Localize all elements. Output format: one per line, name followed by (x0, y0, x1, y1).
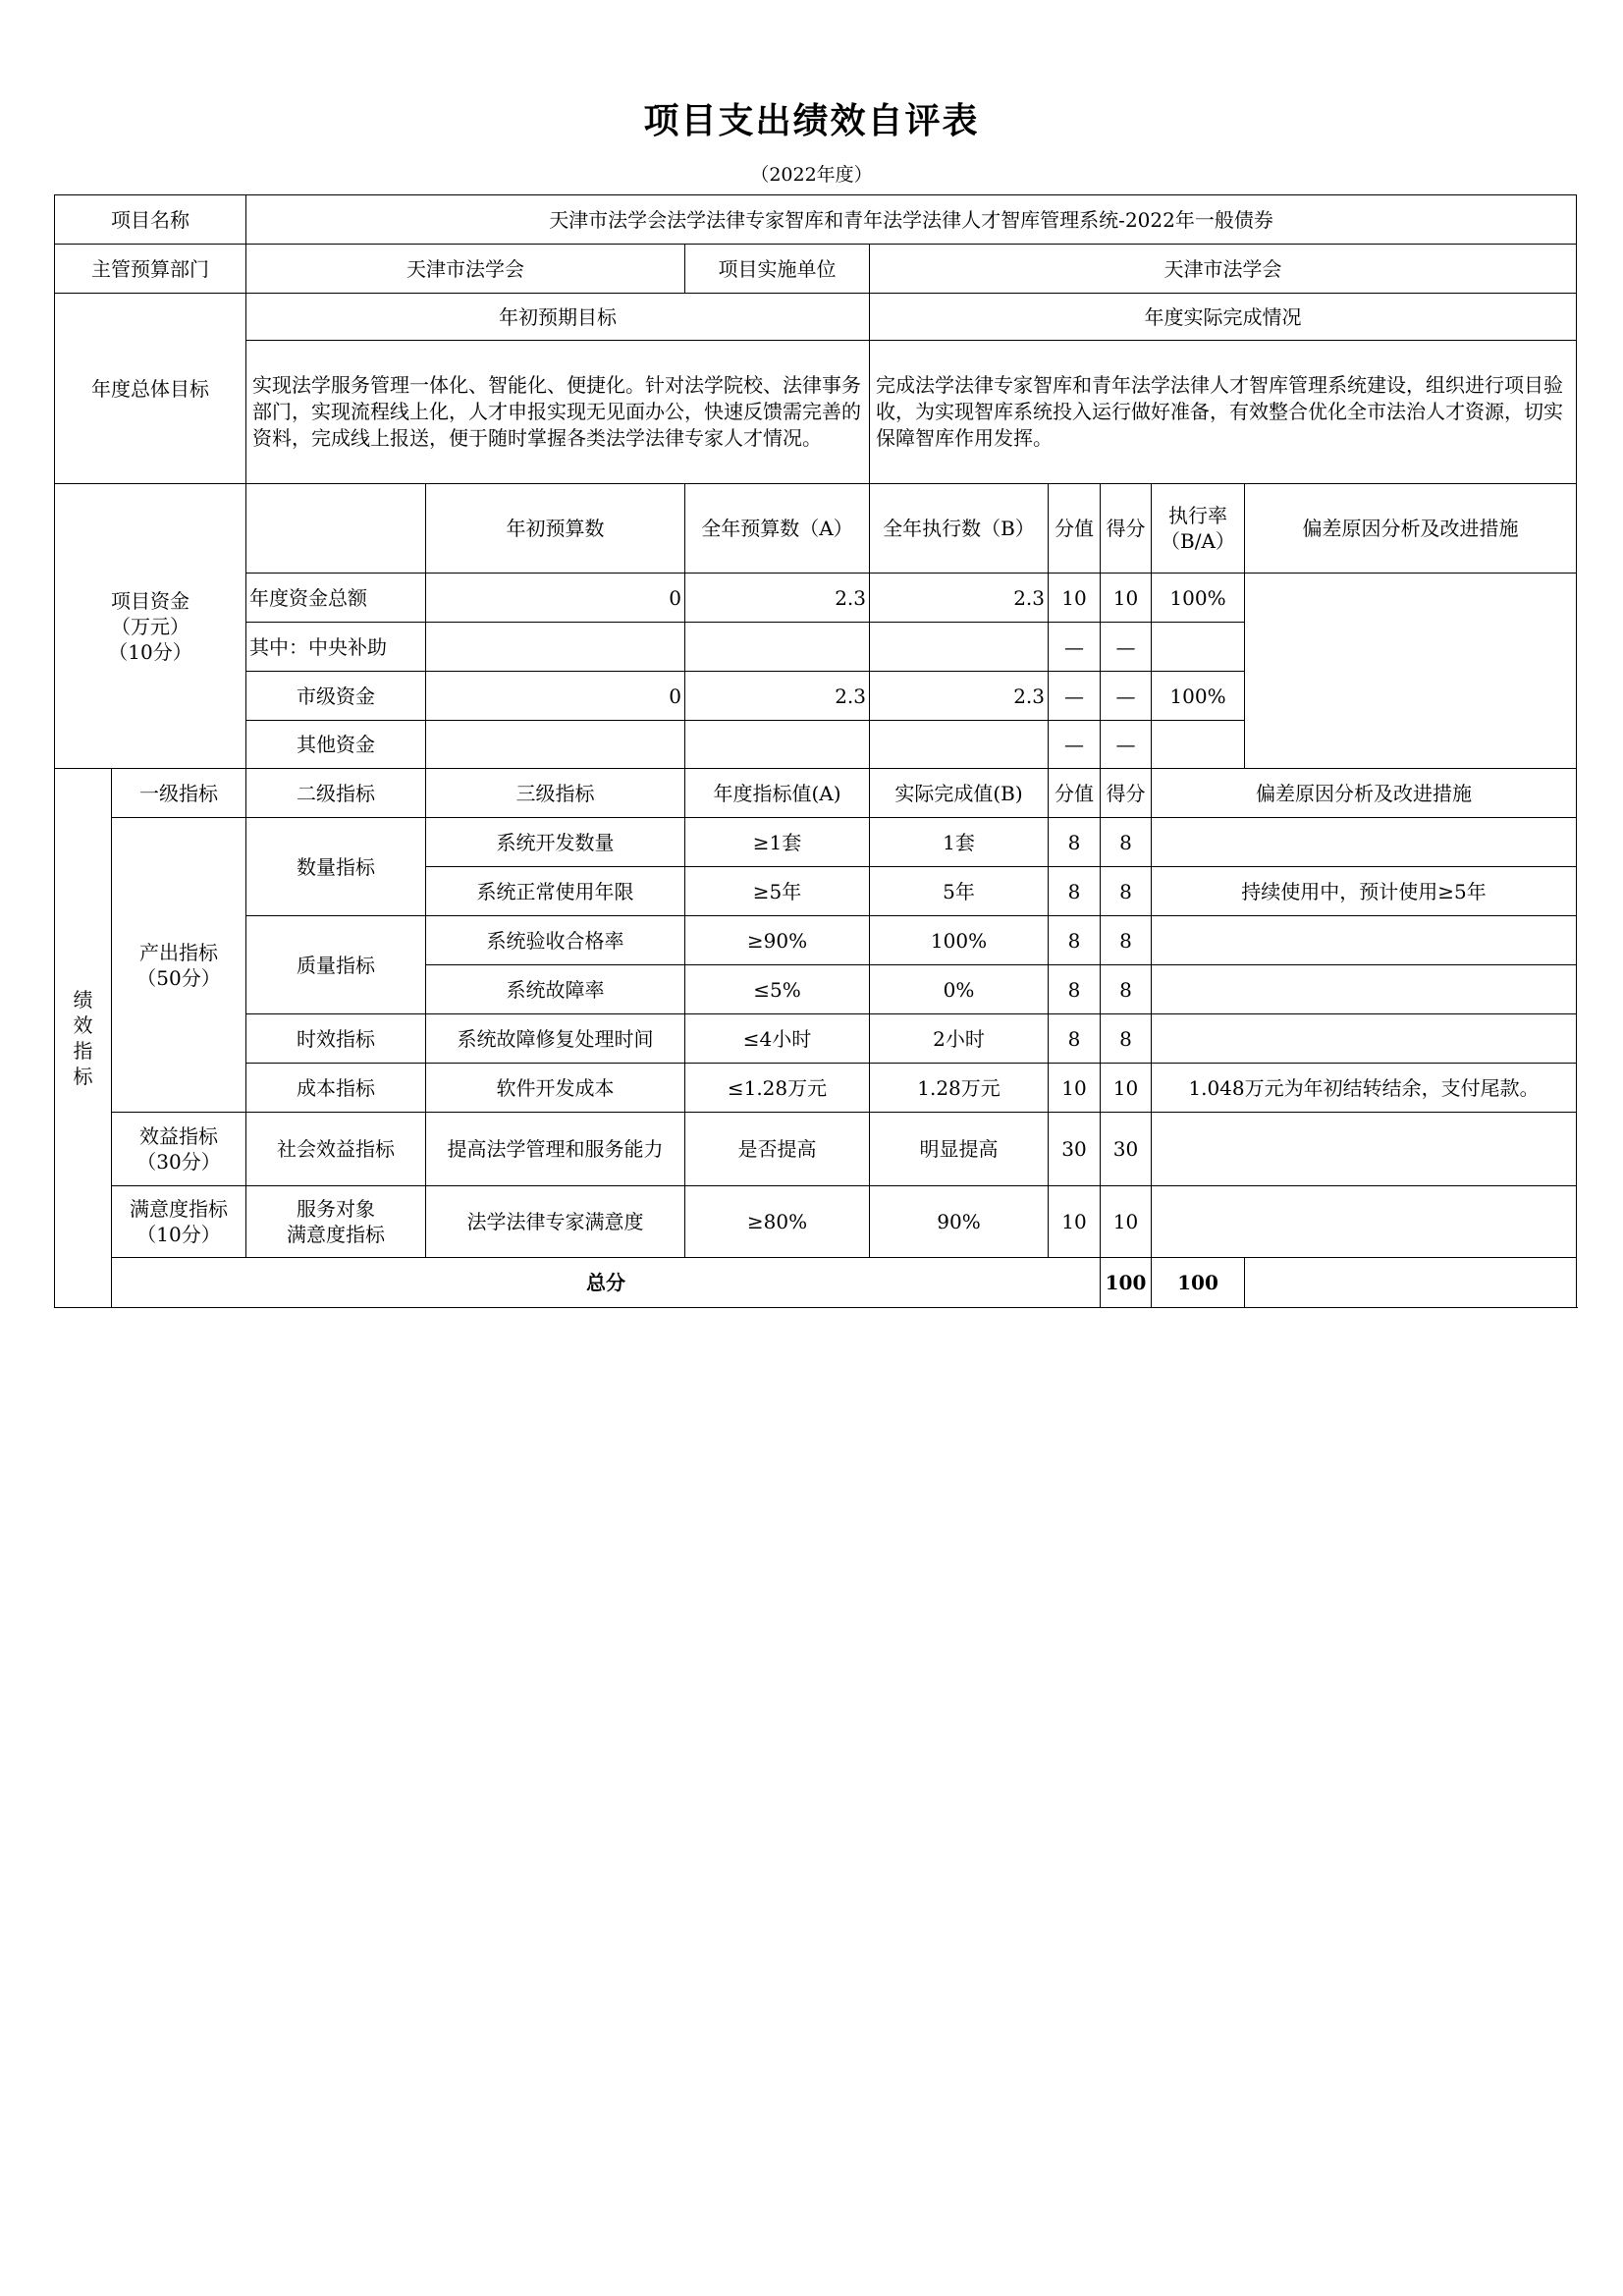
level3-indicator: 法学法律专家满意度 (426, 1186, 685, 1258)
actual-value: 100% (870, 916, 1049, 965)
funds-initial-value (426, 721, 685, 769)
budget-dept-value: 天津市法学会 (246, 245, 685, 294)
project-funds-label: 项目资金 （万元） （10分） (55, 484, 246, 769)
funds-analysis-header: 偏差原因分析及改进措施 (1245, 484, 1577, 574)
level3-header: 三级指标 (426, 769, 685, 818)
target-header: 年度指标值(A) (685, 769, 870, 818)
perf-row (55, 916, 1577, 965)
target-value: 是否提高 (685, 1113, 870, 1186)
funds-score: 10 (1101, 574, 1152, 623)
funds-row-label: 其他资金 (246, 721, 426, 769)
target-value: ≥80% (685, 1186, 870, 1258)
self-evaluation-table (54, 194, 1577, 1308)
funds-score-value: — (1049, 672, 1101, 721)
execution-rate-header: 执行率 （B/A） (1152, 484, 1245, 574)
target-value: ≤4小时 (685, 1014, 870, 1064)
target-value: ≤5% (685, 965, 870, 1014)
target-value: ≥5年 (685, 867, 870, 916)
target-value: ≤1.28万元 (685, 1064, 870, 1113)
score-value: 8 (1049, 965, 1101, 1014)
budget-dept-label: 主管预算部门 (55, 245, 246, 294)
funds-annual-value: 2.3 (685, 574, 870, 623)
score: 10 (1101, 1064, 1152, 1113)
score: 10 (1101, 1186, 1152, 1258)
benefit-indicator-label: 效益指标 （30分） (112, 1113, 246, 1186)
score-value-header: 分值 (1049, 484, 1101, 574)
actual-goal-header: 年度实际完成情况 (870, 294, 1577, 341)
initial-budget-header: 年初预算数 (426, 484, 685, 574)
level3-indicator: 软件开发成本 (426, 1064, 685, 1113)
impl-unit-label: 项目实施单位 (685, 245, 870, 294)
funds-executed-value (870, 623, 1049, 672)
funds-score: — (1101, 721, 1152, 769)
funds-score: — (1101, 623, 1152, 672)
perf-row (55, 818, 1577, 867)
score-value: 8 (1049, 1014, 1101, 1064)
page-title: 项目支出绩效自评表 (643, 101, 980, 141)
score: 8 (1101, 965, 1152, 1014)
department-row (55, 245, 1577, 294)
analysis-cell (1152, 818, 1577, 867)
project-name-value: 天津市法学会法学法律专家智库和青年法学法律人才智库管理系统-2022年一般债券 (246, 195, 1577, 245)
funds-row-label: 市级资金 (246, 672, 426, 721)
score-value: 8 (1049, 916, 1101, 965)
actual-value: 2小时 (870, 1014, 1049, 1064)
funds-row-label: 其中：中央补助 (246, 623, 426, 672)
level3-indicator: 系统故障修复处理时间 (426, 1014, 685, 1064)
score: 8 (1101, 1014, 1152, 1064)
impl-unit-value: 天津市法学会 (870, 245, 1577, 294)
score-value: 8 (1049, 867, 1101, 916)
quantity-indicator-label: 数量指标 (246, 818, 426, 916)
funds-rate (1152, 623, 1245, 672)
actual-value: 5年 (870, 867, 1049, 916)
funds-annual-value: 2.3 (685, 672, 870, 721)
score-header: 得分 (1101, 484, 1152, 574)
score-value: 10 (1049, 1186, 1101, 1258)
perf-row (55, 1014, 1577, 1064)
actual-value: 90% (870, 1186, 1049, 1258)
actual-goal-text: 完成法学法律专家智库和青年法学法律人才智库管理系统建设，组织进行项目验收，为实现智库系统投入运行做好准备，有效整合优化全市法治人才资源，切实保障智库作用发挥。 (870, 341, 1577, 484)
actual-value: 明显提高 (870, 1113, 1049, 1186)
perf-row (55, 1186, 1577, 1258)
quality-indicator-label: 质量指标 (246, 916, 426, 1014)
output-indicator-label: 产出指标 （50分） (112, 818, 246, 1113)
funds-header-row (55, 484, 1577, 574)
score: 8 (1101, 867, 1152, 916)
analysis-cell: 1.048万元为年初结转结余，支付尾款。 (1152, 1064, 1577, 1113)
score-value: 30 (1049, 1113, 1101, 1186)
score: 8 (1101, 818, 1152, 867)
analysis-cell (1152, 1113, 1577, 1186)
service-satisfaction-indicator-label: 服务对象 满意度指标 (246, 1186, 426, 1258)
planned-goal-header: 年初预期目标 (246, 294, 870, 341)
target-value: ≥1套 (685, 818, 870, 867)
perf-score-header: 得分 (1101, 769, 1152, 818)
analysis-cell (1152, 1014, 1577, 1064)
perf-row (55, 1064, 1577, 1113)
funds-rate: 100% (1152, 574, 1245, 623)
funds-rate: 100% (1152, 672, 1245, 721)
project-name-row (55, 195, 1577, 245)
cost-indicator-label: 成本指标 (246, 1064, 426, 1113)
actual-value: 1套 (870, 818, 1049, 867)
analysis-cell (1152, 916, 1577, 965)
analysis-cell (1152, 1186, 1577, 1258)
funds-score-value: — (1049, 721, 1101, 769)
satisfaction-indicator-label: 满意度指标 （10分） (112, 1186, 246, 1258)
total-label: 总分 (112, 1258, 1101, 1308)
score: 8 (1101, 916, 1152, 965)
score: 30 (1101, 1113, 1152, 1186)
level1-header: 一级指标 (112, 769, 246, 818)
funds-annual-value (685, 721, 870, 769)
funds-executed-value: 2.3 (870, 672, 1049, 721)
funds-row-label: 年度资金总额 (246, 574, 426, 623)
year-subtitle: （2022年度） (750, 164, 873, 186)
timeliness-indicator-label: 时效指标 (246, 1014, 426, 1064)
actual-value: 1.28万元 (870, 1064, 1049, 1113)
score-value: 8 (1049, 818, 1101, 867)
social-benefit-indicator-label: 社会效益指标 (246, 1113, 426, 1186)
level2-header: 二级指标 (246, 769, 426, 818)
level3-indicator: 系统验收合格率 (426, 916, 685, 965)
perf-score-value-header: 分值 (1049, 769, 1101, 818)
total-score: 100 (1152, 1258, 1245, 1308)
planned-goal-text: 实现法学服务管理一体化、智能化、便捷化。针对法学院校、法律事务部门，实现流程线上化，人才申报实现无见面办公，快速反馈需完善的资料，完成线上报送，便于随时掌握各类法学法律专家人才情况。 (246, 341, 870, 484)
actual-header: 实际完成值(B) (870, 769, 1049, 818)
level3-indicator: 系统故障率 (426, 965, 685, 1014)
goal-content-row (55, 341, 1577, 484)
funds-executed-value (870, 721, 1049, 769)
analysis-cell: 持续使用中，预计使用≥5年 (1152, 867, 1577, 916)
funds-row (55, 574, 1577, 623)
performance-indicator-label: 绩 效 指 标 (55, 769, 112, 1308)
analysis-cell (1152, 965, 1577, 1014)
level3-indicator: 系统开发数量 (426, 818, 685, 867)
funds-score-value: — (1049, 623, 1101, 672)
total-analysis-cell (1245, 1258, 1577, 1308)
perf-row (55, 1113, 1577, 1186)
project-name-label: 项目名称 (55, 195, 246, 245)
target-value: ≥90% (685, 916, 870, 965)
funds-initial-value: 0 (426, 574, 685, 623)
score-value: 10 (1049, 1064, 1101, 1113)
executed-header: 全年执行数（B） (870, 484, 1049, 574)
goal-header-row (55, 294, 1577, 341)
funds-annual-value (685, 623, 870, 672)
annual-budget-header: 全年预算数（A） (685, 484, 870, 574)
funds-analysis-cell (1245, 574, 1577, 769)
funds-initial-value (426, 623, 685, 672)
total-row (55, 1258, 1577, 1308)
funds-header-blank (246, 484, 426, 574)
funds-rate (1152, 721, 1245, 769)
funds-initial-value: 0 (426, 672, 685, 721)
perf-header-row (55, 769, 1577, 818)
funds-score-value: 10 (1049, 574, 1101, 623)
total-score-value: 100 (1101, 1258, 1152, 1308)
level3-indicator: 系统正常使用年限 (426, 867, 685, 916)
level3-indicator: 提高法学管理和服务能力 (426, 1113, 685, 1186)
funds-score: — (1101, 672, 1152, 721)
perf-analysis-header: 偏差原因分析及改进措施 (1152, 769, 1577, 818)
annual-goal-label: 年度总体目标 (55, 294, 246, 484)
funds-executed-value: 2.3 (870, 574, 1049, 623)
actual-value: 0% (870, 965, 1049, 1014)
